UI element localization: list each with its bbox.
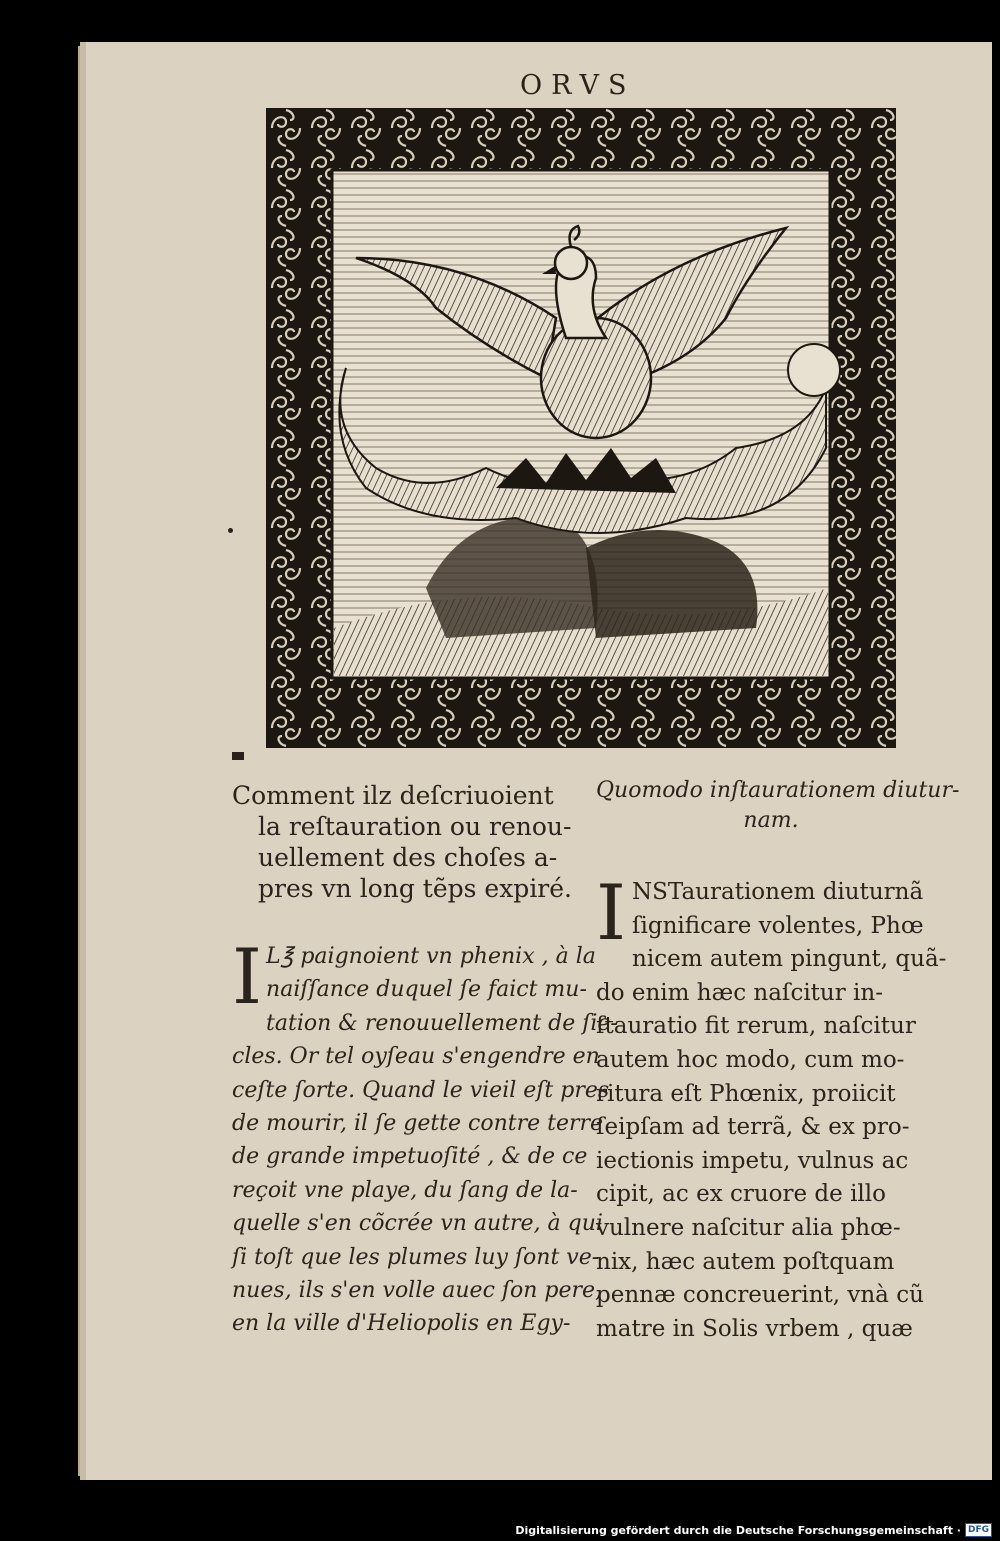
latin-body-line: do enim hæc naſcitur in- — [596, 979, 883, 1006]
latin-body-line: matre in Solis vrbem , quæ — [596, 1315, 913, 1342]
french-body-line: cles. Or tel oyſeau s'engendre en — [232, 1044, 600, 1070]
french-body-line: de mourir, il ſe gette contre terre — [232, 1111, 604, 1137]
french-heading-line: Comment ilz deſcriuoient — [232, 781, 554, 810]
french-body-line: tation & renouuellement de ſie- — [266, 1010, 618, 1036]
latin-body-line: ritura eſt Phœnix, proiicit — [596, 1080, 896, 1107]
french-heading-line: pres vn long tẽps expiré. — [258, 874, 573, 903]
latin-body-line: nix, hæc autem poſtquam — [596, 1248, 895, 1275]
french-body-line: ſi toſt que les plumes luy ſont ve- — [232, 1244, 600, 1270]
latin-heading-line: Quomodo inſtaurationem diutur- — [596, 778, 960, 803]
phoenix-head — [555, 247, 587, 279]
latin-body-line: ſtauratio fit rerum, naſcitur — [596, 1013, 916, 1040]
french-body-line: ceſte ſorte. Quand le vieil eſt pres — [232, 1077, 610, 1103]
french-body-line: de grande impetuoſité , & de ce — [232, 1144, 588, 1170]
french-body-line: nues, ils s'en volle auec ſon pere, — [232, 1278, 603, 1304]
latin-body-line: nicem autem pingunt, quã- — [632, 946, 947, 973]
latin-heading — [596, 776, 960, 836]
latin-heading-line: nam. — [743, 808, 799, 833]
latin-body-line: NSTaurationem diuturnã — [632, 879, 924, 905]
french-body — [232, 932, 618, 1341]
french-body-line: quelle s'en cõcrée vn autre, à qui — [232, 1211, 603, 1237]
french-body-line: L℥ paignoient vn phenix , à la — [266, 944, 596, 969]
latin-body-line: pennæ concreuerint, vnà cũ — [596, 1282, 924, 1309]
print-mark — [232, 752, 244, 760]
french-body-line: reçoit vne playe, du ſang de la- — [232, 1177, 578, 1203]
french-body-line: en la ville d'Heliopolis en Egy- — [232, 1311, 571, 1337]
phoenix-woodcut-image — [266, 108, 896, 748]
french-body-line: naiſſance duquel ſe faict mu- — [266, 977, 587, 1003]
dfg-logo-icon: DFG — [965, 1523, 992, 1537]
latin-body-line: autem hoc modo, cum mo- — [596, 1046, 905, 1073]
footer-text: Digitalisierung gefördert durch die Deutsche Forschungsgemeinschaft · — [515, 1523, 961, 1537]
running-head: ORVS — [520, 70, 636, 101]
latin-body — [596, 868, 947, 1346]
french-dropcap: I — [232, 932, 263, 1021]
french-heading-line: la reſtauration ou renou- — [258, 812, 572, 841]
latin-body-line: ſignificare volentes, Phœ — [632, 912, 924, 939]
cloud — [788, 344, 840, 396]
latin-body-line: ſeipſam ad terrã, & ex pro- — [596, 1114, 910, 1141]
latin-body-line: iectionis impetu, vulnus ac — [596, 1147, 909, 1174]
print-mark — [228, 528, 233, 533]
latin-body-line: cipit, ac ex cruore de illo — [596, 1181, 886, 1208]
digitization-footer — [515, 1523, 992, 1537]
french-heading-line: uellement des choſes a- — [258, 843, 558, 872]
latin-dropcap: I — [596, 868, 627, 957]
latin-body-line: vulnere naſcitur alia phœ- — [596, 1214, 901, 1241]
french-heading — [232, 780, 580, 904]
